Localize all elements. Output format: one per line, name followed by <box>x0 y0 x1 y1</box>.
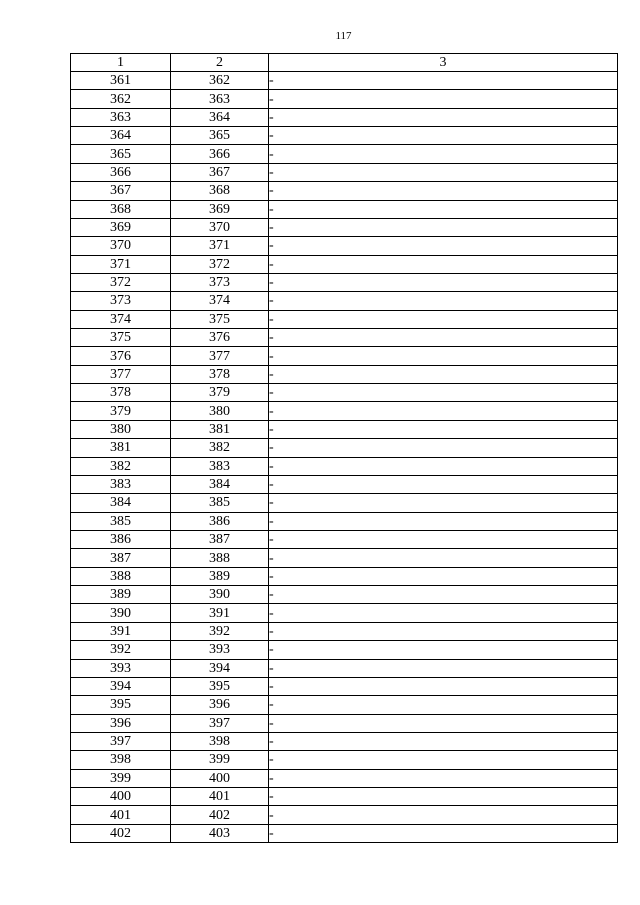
table-row <box>71 769 618 787</box>
column-1-cell: 365 <box>71 145 171 163</box>
column-3-cell: - <box>269 218 618 236</box>
table-row <box>71 163 618 181</box>
column-1-cell: 385 <box>71 512 171 530</box>
column-3-cell: - <box>269 475 618 493</box>
column-2-cell: 373 <box>171 273 269 291</box>
column-1-cell: 367 <box>71 182 171 200</box>
column-3-cell: - <box>269 567 618 585</box>
column-2-cell: 377 <box>171 347 269 365</box>
column-2-cell: 385 <box>171 494 269 512</box>
table-row <box>71 475 618 493</box>
column-3-cell: - <box>269 586 618 604</box>
column-2-cell: 401 <box>171 788 269 806</box>
column-1-cell: 379 <box>71 402 171 420</box>
column-3-cell: - <box>269 751 618 769</box>
column-2-cell: 368 <box>171 182 269 200</box>
table-row <box>71 457 618 475</box>
column-1-cell: 373 <box>71 292 171 310</box>
column-2-cell: 387 <box>171 530 269 548</box>
table-row <box>71 384 618 402</box>
column-2-cell: 393 <box>171 641 269 659</box>
column-3-cell: - <box>269 824 618 842</box>
column-2-cell: 391 <box>171 604 269 622</box>
column-1-cell: 366 <box>71 163 171 181</box>
column-3-cell: - <box>269 108 618 126</box>
column-1-cell: 377 <box>71 365 171 383</box>
column-3-cell: - <box>269 604 618 622</box>
column-2-cell: 382 <box>171 439 269 457</box>
column-3-cell: - <box>269 365 618 383</box>
table-row <box>71 439 618 457</box>
column-2-cell: 381 <box>171 420 269 438</box>
column-2-cell: 395 <box>171 677 269 695</box>
column-2-cell: 375 <box>171 310 269 328</box>
table-row <box>71 530 618 548</box>
column-2-cell: 379 <box>171 384 269 402</box>
table-row <box>71 347 618 365</box>
column-1-cell: 380 <box>71 420 171 438</box>
table-row <box>71 714 618 732</box>
column-1-cell: 398 <box>71 751 171 769</box>
column-3-cell: - <box>269 494 618 512</box>
column-1-cell: 399 <box>71 769 171 787</box>
column-2-cell: 397 <box>171 714 269 732</box>
column-2-cell: 365 <box>171 127 269 145</box>
column-1-cell: 401 <box>71 806 171 824</box>
table-row <box>71 218 618 236</box>
column-2-cell: 398 <box>171 732 269 750</box>
column-3-cell: - <box>269 237 618 255</box>
table-row <box>71 182 618 200</box>
column-1-cell: 390 <box>71 604 171 622</box>
table-row <box>71 641 618 659</box>
column-2-cell: 388 <box>171 549 269 567</box>
column-1-cell: 369 <box>71 218 171 236</box>
table-row <box>71 72 618 90</box>
table-row <box>71 237 618 255</box>
column-3-cell: - <box>269 384 618 402</box>
column-2-header: 2 <box>171 54 269 72</box>
column-1-cell: 382 <box>71 457 171 475</box>
column-2-cell: 380 <box>171 402 269 420</box>
table-row <box>71 310 618 328</box>
table-row <box>71 824 618 842</box>
column-3-header: 3 <box>269 54 618 72</box>
column-2-cell: 384 <box>171 475 269 493</box>
table-row <box>71 549 618 567</box>
column-3-cell: - <box>269 457 618 475</box>
column-2-cell: 371 <box>171 237 269 255</box>
table-row <box>71 751 618 769</box>
column-3-cell: - <box>269 182 618 200</box>
column-1-cell: 376 <box>71 347 171 365</box>
header-row <box>71 54 618 72</box>
table-row <box>71 329 618 347</box>
table-row <box>71 365 618 383</box>
table-row <box>71 402 618 420</box>
column-1-cell: 364 <box>71 127 171 145</box>
column-3-cell: - <box>269 714 618 732</box>
column-1-cell: 378 <box>71 384 171 402</box>
column-1-cell: 387 <box>71 549 171 567</box>
table-row <box>71 677 618 695</box>
table-row <box>71 90 618 108</box>
column-1-cell: 389 <box>71 586 171 604</box>
column-2-cell: 392 <box>171 622 269 640</box>
column-1-cell: 374 <box>71 310 171 328</box>
table-row <box>71 788 618 806</box>
column-2-cell: 389 <box>171 567 269 585</box>
column-2-cell: 378 <box>171 365 269 383</box>
column-1-cell: 370 <box>71 237 171 255</box>
column-1-cell: 371 <box>71 255 171 273</box>
column-1-cell: 394 <box>71 677 171 695</box>
column-1-cell: 397 <box>71 732 171 750</box>
column-2-cell: 374 <box>171 292 269 310</box>
column-1-cell: 383 <box>71 475 171 493</box>
column-1-cell: 372 <box>71 273 171 291</box>
column-3-cell: - <box>269 769 618 787</box>
column-3-cell: - <box>269 420 618 438</box>
column-2-cell: 362 <box>171 72 269 90</box>
table-row <box>71 512 618 530</box>
table-row <box>71 108 618 126</box>
column-1-cell: 391 <box>71 622 171 640</box>
page-number: 117 <box>335 30 352 42</box>
column-2-cell: 399 <box>171 751 269 769</box>
column-2-cell: 386 <box>171 512 269 530</box>
column-2-cell: 402 <box>171 806 269 824</box>
column-3-cell: - <box>269 806 618 824</box>
column-3-cell: - <box>269 72 618 90</box>
column-2-cell: 363 <box>171 90 269 108</box>
column-3-cell: - <box>269 200 618 218</box>
column-2-cell: 367 <box>171 163 269 181</box>
column-3-cell: - <box>269 347 618 365</box>
column-3-cell: - <box>269 310 618 328</box>
column-1-cell: 402 <box>71 824 171 842</box>
table-row <box>71 145 618 163</box>
column-3-cell: - <box>269 549 618 567</box>
column-2-cell: 376 <box>171 329 269 347</box>
table-row <box>71 604 618 622</box>
column-3-cell: - <box>269 255 618 273</box>
column-3-cell: - <box>269 641 618 659</box>
column-3-cell: - <box>269 677 618 695</box>
column-3-cell: - <box>269 696 618 714</box>
column-3-cell: - <box>269 145 618 163</box>
table-row <box>71 200 618 218</box>
column-1-cell: 361 <box>71 72 171 90</box>
column-3-cell: - <box>269 659 618 677</box>
column-3-cell: - <box>269 90 618 108</box>
table-row <box>71 273 618 291</box>
column-2-cell: 370 <box>171 218 269 236</box>
column-3-cell: - <box>269 127 618 145</box>
table-row <box>71 586 618 604</box>
column-2-cell: 403 <box>171 824 269 842</box>
table-row <box>71 622 618 640</box>
data-table <box>70 53 618 843</box>
column-3-cell: - <box>269 329 618 347</box>
column-1-cell: 363 <box>71 108 171 126</box>
table-row <box>71 806 618 824</box>
column-3-cell: - <box>269 788 618 806</box>
table-row <box>71 255 618 273</box>
column-2-cell: 366 <box>171 145 269 163</box>
table-row <box>71 659 618 677</box>
column-3-cell: - <box>269 402 618 420</box>
column-1-cell: 368 <box>71 200 171 218</box>
column-2-cell: 383 <box>171 457 269 475</box>
table-row <box>71 292 618 310</box>
column-3-cell: - <box>269 273 618 291</box>
column-3-cell: - <box>269 622 618 640</box>
column-1-cell: 400 <box>71 788 171 806</box>
column-1-cell: 384 <box>71 494 171 512</box>
column-1-cell: 396 <box>71 714 171 732</box>
column-2-cell: 396 <box>171 696 269 714</box>
column-3-cell: - <box>269 292 618 310</box>
column-2-cell: 400 <box>171 769 269 787</box>
column-3-cell: - <box>269 530 618 548</box>
table-row <box>71 732 618 750</box>
column-1-cell: 393 <box>71 659 171 677</box>
column-2-cell: 369 <box>171 200 269 218</box>
column-1-cell: 388 <box>71 567 171 585</box>
column-2-cell: 372 <box>171 255 269 273</box>
column-3-cell: - <box>269 163 618 181</box>
column-3-cell: - <box>269 512 618 530</box>
column-2-cell: 364 <box>171 108 269 126</box>
table-body <box>71 72 618 843</box>
column-1-cell: 392 <box>71 641 171 659</box>
column-1-cell: 362 <box>71 90 171 108</box>
table-header <box>71 54 618 72</box>
table-row <box>71 567 618 585</box>
column-1-cell: 395 <box>71 696 171 714</box>
column-1-cell: 386 <box>71 530 171 548</box>
column-1-header: 1 <box>71 54 171 72</box>
column-2-cell: 394 <box>171 659 269 677</box>
column-1-cell: 381 <box>71 439 171 457</box>
column-1-cell: 375 <box>71 329 171 347</box>
column-3-cell: - <box>269 732 618 750</box>
column-2-cell: 390 <box>171 586 269 604</box>
table-row <box>71 420 618 438</box>
table-row <box>71 494 618 512</box>
table-row <box>71 127 618 145</box>
column-3-cell: - <box>269 439 618 457</box>
table-row <box>71 696 618 714</box>
